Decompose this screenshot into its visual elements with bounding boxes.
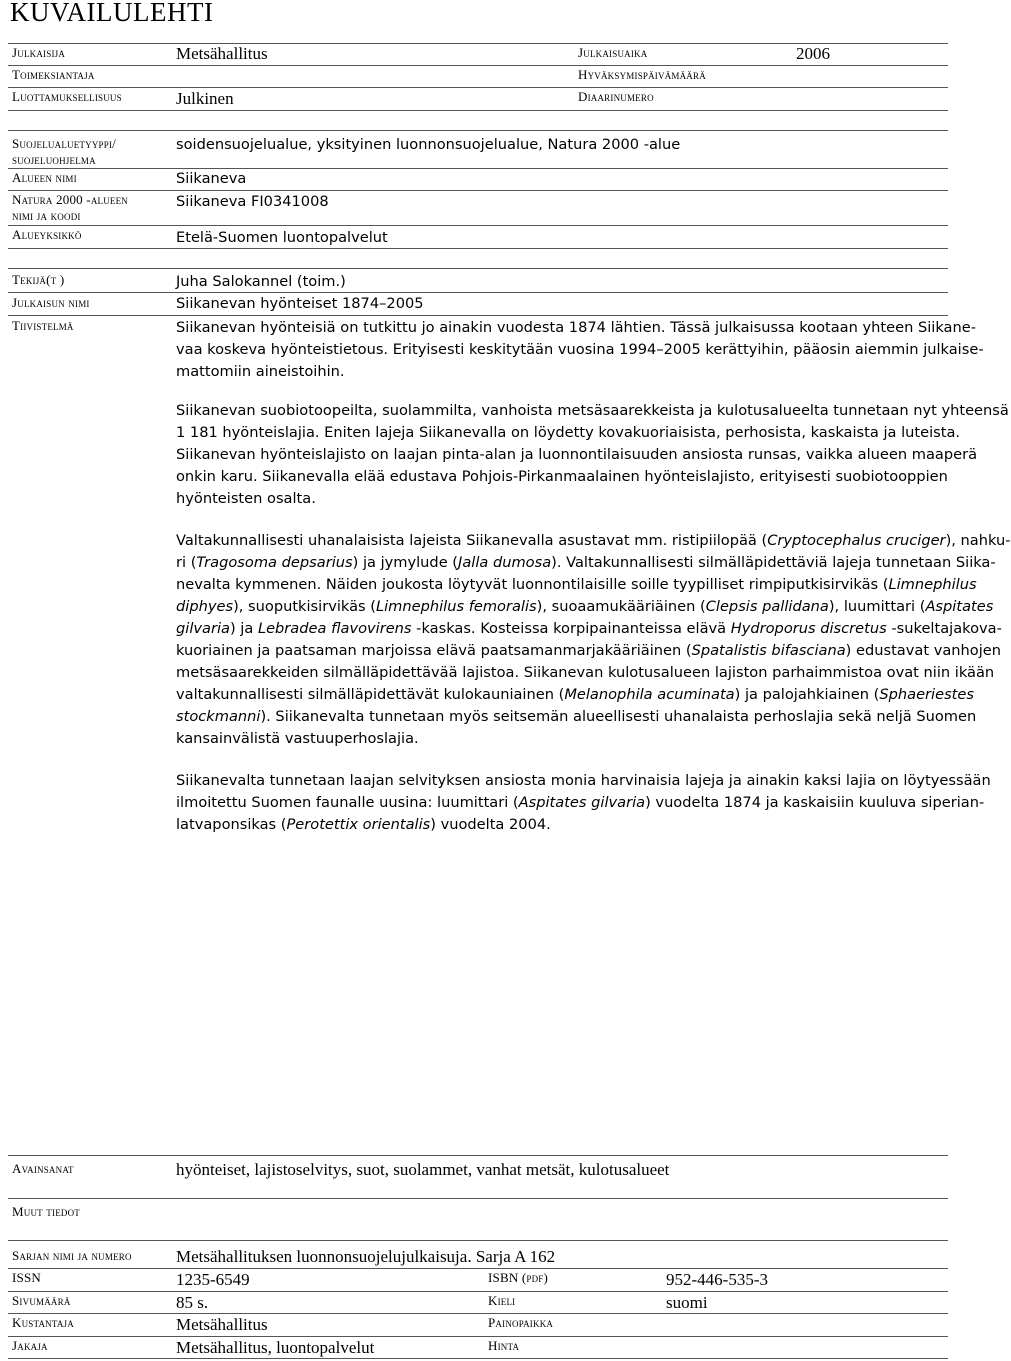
- abstract-paragraph-2: Siikanevan suobiotoopeilta, suolammilta, vanhoista metsäsaarekkeista ja kulotusalueelta tunnetaan nyt yhteensä 1 181 hyönteislajia. Eniten lajeja Siikanevalla on löydetty kovakuoriaisista, perhosista, kaskaista ja luteista. Siikanevan hyönteislajisto on laajan pinta-alan ja luonnontilaisuuden ansiosta runsas, vaikka alueen maaperä onkin karu. Siikanevalla elää edustava Pohjois-Pirkanmaalainen hyönteislajisto, erityisesti suobiotooppien hyönteisten osalta.: [176, 402, 1009, 507]
- printer-label: Painopaikka: [488, 1315, 554, 1330]
- natura-label-2: nimi ja koodi: [12, 208, 81, 223]
- area-name-value: Siikaneva: [176, 170, 247, 187]
- divider: [8, 130, 948, 131]
- area-name-label: Alueen nimi: [12, 170, 77, 185]
- distributor-value: Metsähallitus, luontopalvelut: [176, 1338, 375, 1357]
- editor-label: Toimeksiantaja: [12, 67, 95, 82]
- abstract-paragraph-4: Siikanevalta tunnetaan laajan selvityksen ansiosta monia harvinaisia lajeja ja ainakin kaksi lajia on löytyessään ilmoitettu Suomen faunalle uusina: luumittari (Aspitates gilvaria) vuodelta 1874 ja kaskaisiin kuuluva siperian- latvaponsikas (Perotettix orientalis) vuodelta 2004.: [176, 772, 991, 833]
- confidentiality-value: Julkinen: [176, 89, 234, 108]
- area-type-value: soidensuojelualue, yksityinen luonnonsuojelualue, Natura 2000 -alue: [176, 136, 681, 153]
- divider: [8, 87, 948, 88]
- distributor-label: Jakaja: [12, 1338, 48, 1353]
- isbn-value: 952-446-535-3: [666, 1270, 768, 1289]
- divider: [8, 1155, 948, 1156]
- divider: [8, 315, 948, 316]
- area-type-label-2: suojeluohjelma: [12, 152, 96, 167]
- divider: [8, 168, 948, 169]
- journal-number-label: Diaarinumero: [578, 89, 654, 104]
- language-label: Kieli: [488, 1293, 516, 1308]
- divider: [8, 248, 948, 249]
- issn-value: 1235-6549: [176, 1270, 250, 1289]
- keywords-label: Avainsanat: [12, 1161, 74, 1176]
- natura-value: Siikaneva FI0341008: [176, 193, 329, 210]
- area-type-label: Suojelualuetyyppi/: [12, 136, 116, 151]
- confidentiality-label: Luottamuksellisuus: [12, 89, 122, 104]
- pubdate-value: 2006: [796, 44, 830, 63]
- unit-value: Etelä-Suomen luontopalvelut: [176, 229, 388, 246]
- publication-name-label: Julkaisun nimi: [12, 295, 90, 310]
- page-title: KUVAILULEHTI: [10, 0, 214, 27]
- approval-label: Hyväksymispäivämäärä: [578, 67, 706, 82]
- pages-label: Sivumäärä: [12, 1293, 71, 1308]
- issn-label: ISSN: [12, 1270, 41, 1285]
- divider: [8, 65, 948, 66]
- divider: [8, 1358, 948, 1359]
- divider: [8, 268, 948, 269]
- divider: [8, 1291, 948, 1292]
- abstract-paragraph-1: Siikanevan hyönteisiä on tutkittu jo ainakin vuodesta 1874 lähtien. Tässä julkaisussa kootaan yhteen Siikane- vaa koskeva hyönteistietous. Erityisesti keskitytään vuosina 1994–2005 kerättyihin, pääosin aiemmin julkaise- mattomiin aineistoihin.: [176, 319, 984, 380]
- divider: [8, 1240, 948, 1241]
- series-label: Sarjan nimi ja numero: [12, 1248, 132, 1263]
- isbn-label: ISBN (pdf): [488, 1270, 549, 1285]
- publisher-value: Metsähallitus: [176, 44, 268, 63]
- divider: [8, 110, 948, 111]
- pubdate-label: Julkaisuaika: [578, 45, 648, 60]
- price-label: Hinta: [488, 1338, 520, 1353]
- publisher-label: Julkaisija: [12, 45, 66, 60]
- language-value: suomi: [666, 1293, 708, 1312]
- authors-value: Juha Salokannel (toim.): [176, 273, 346, 290]
- abstract-label: Tiivistelmä: [12, 318, 74, 333]
- keywords-value: hyönteiset, lajistoselvitys, suot, suolammet, vanhat metsät, kulotusalueet: [176, 1160, 670, 1179]
- publication-name-value: Siikanevan hyönteiset 1874–2005: [176, 295, 424, 312]
- natura-label: Natura 2000 -alueen: [12, 192, 129, 207]
- divider: [8, 1268, 948, 1269]
- divider: [8, 1198, 948, 1199]
- divider: [8, 292, 948, 293]
- publisher-label-footer: Kustantaja: [12, 1315, 74, 1330]
- publisher-value-footer: Metsähallitus: [176, 1315, 268, 1334]
- authors-label: Tekijä(t ): [12, 272, 65, 287]
- divider: [8, 1336, 948, 1337]
- other-info-label: Muut tiedot: [12, 1204, 80, 1219]
- pages-value: 85 s.: [176, 1293, 209, 1312]
- divider: [8, 190, 948, 191]
- series-value: Metsähallituksen luonnonsuojelujulkaisuja. Sarja A 162: [176, 1247, 556, 1266]
- divider: [8, 1313, 948, 1314]
- divider: [8, 225, 948, 226]
- unit-label: Alueyksikkö: [12, 227, 82, 242]
- abstract-paragraph-3: Valtakunnallisesti uhanalaisista lajeista Siikanevalla asustavat mm. ristipiilopää (Cryptocephalus cruciger), nahku- ri (Tragosoma depsarius) ja jymylude (Jalla dumosa). Valtakunnallisesti silmälläpidettäviä lajeja tunnetaan Siika- nevalta kymmenen. Näiden joukosta löytyvät luonnontilaisille soille tyypilliset rimpiputkisirvikäs (Limnephilus diphyes), suoputkisirvikäs (Limnephilus femoralis), suoaamukääriäinen (Clepsis pallidana), luumittari (Aspitates gilvaria) ja Lebradea flavovirens -kaskas. Kosteissa korpipainanteissa elävä Hydroporus discretus -sukeltajakova- kuoriainen ja paatsaman marjoissa elävä paatsamanmarjakääriäinen (Spatalistis bifasciana) edustavat vanhojen metsäsaarekkeiden silmälläpidettävää lajistoa. Siikanevan kulotusalueen lajiston parhaimmistoa ovat niin ikään valtakunnallisesti silmälläpidettävät kulokauniainen (Melanophila acuminata) ja palojahkiainen (Sphaeriestes stockmanni). Siikanevalta tunnetaan myös seitsemän alueellisesti uhanalaista perhoslajia sekä neljä Suomen kansainvälistä vastuuperhoslajia.: [176, 532, 1011, 747]
